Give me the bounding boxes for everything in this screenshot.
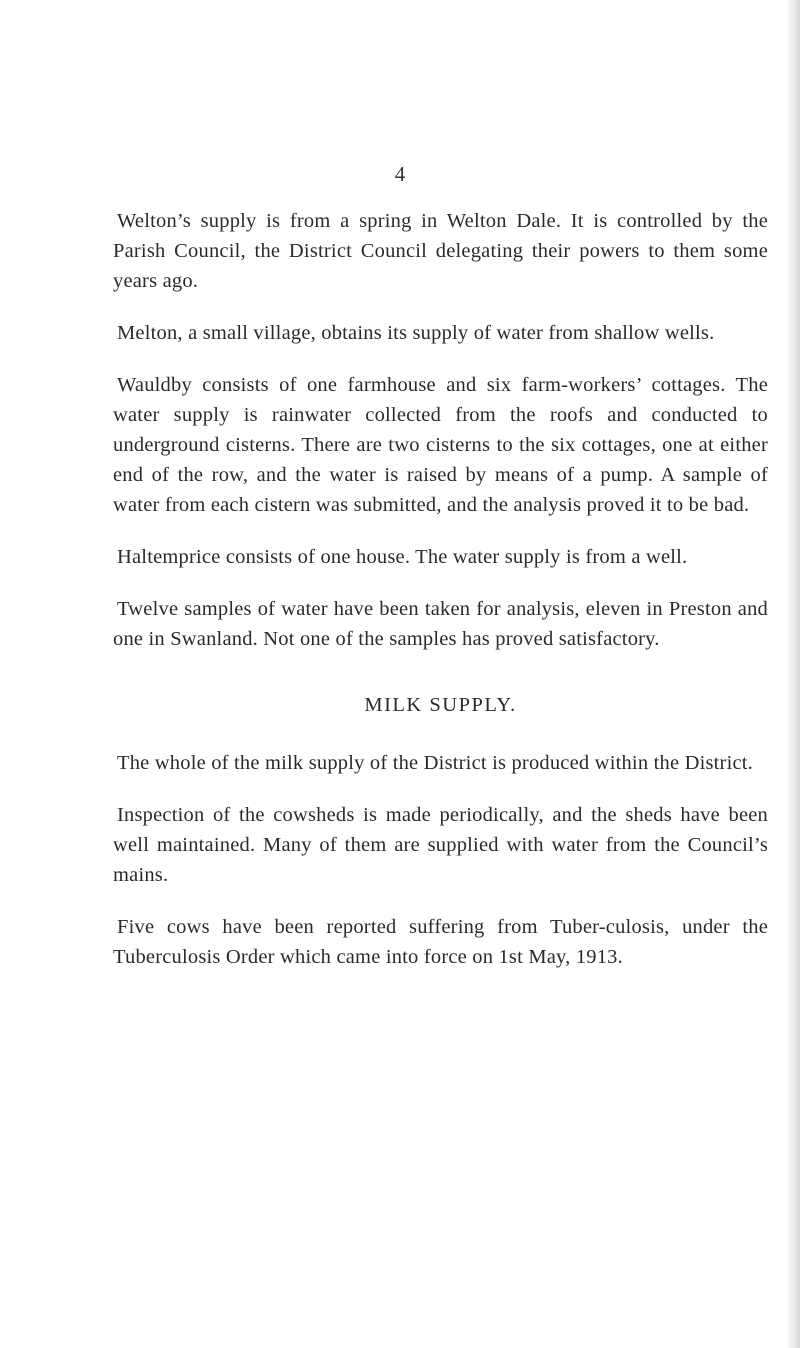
- paragraph-milk-inspection: Inspection of the cowsheds is made periodically, and the sheds have been well maintained. Many of them are supplied with water from the Council’s mains.: [113, 804, 768, 886]
- body-text: [113, 206, 768, 972]
- paragraph-haltemprice: Haltemprice consists of one house. The water supply is from a well.: [117, 546, 688, 568]
- page-edge-shadow: [786, 0, 800, 1348]
- paragraph-wauldby: Wauldby consists of one farmhouse and six farm-workers’ cottages. The water supply is rainwater collected from the roofs and conducted to underground cisterns. There are two cisterns to the six cottages, one at either end of the row, and the water is raised by means of a pump. A sample of water from each cistern was submitted, and the analysis proved it to be bad.: [113, 374, 768, 516]
- paragraph-milk-whole: The whole of the milk supply of the District is produced within the District.: [117, 752, 753, 774]
- page-number: 4: [394, 162, 406, 186]
- section-heading-milk-supply: MILK SUPPLY.: [364, 694, 517, 716]
- paragraph-milk-cows: Five cows have been reported suffering from Tuber-culosis, under the Tuberculosis Order which came into force on 1st May, 1913.: [113, 916, 768, 968]
- paragraph-twelve-samples: Twelve samples of water have been taken for analysis, eleven in Preston and one in Swanland. Not one of the samples has proved satisfactory.: [113, 598, 768, 650]
- paragraph-welton: Welton’s supply is from a spring in Welton Dale. It is controlled by the Parish Council, the District Council delegating their powers to them some years ago.: [113, 210, 768, 292]
- paragraph-melton: Melton, a small village, obtains its supply of water from shallow wells.: [117, 322, 715, 344]
